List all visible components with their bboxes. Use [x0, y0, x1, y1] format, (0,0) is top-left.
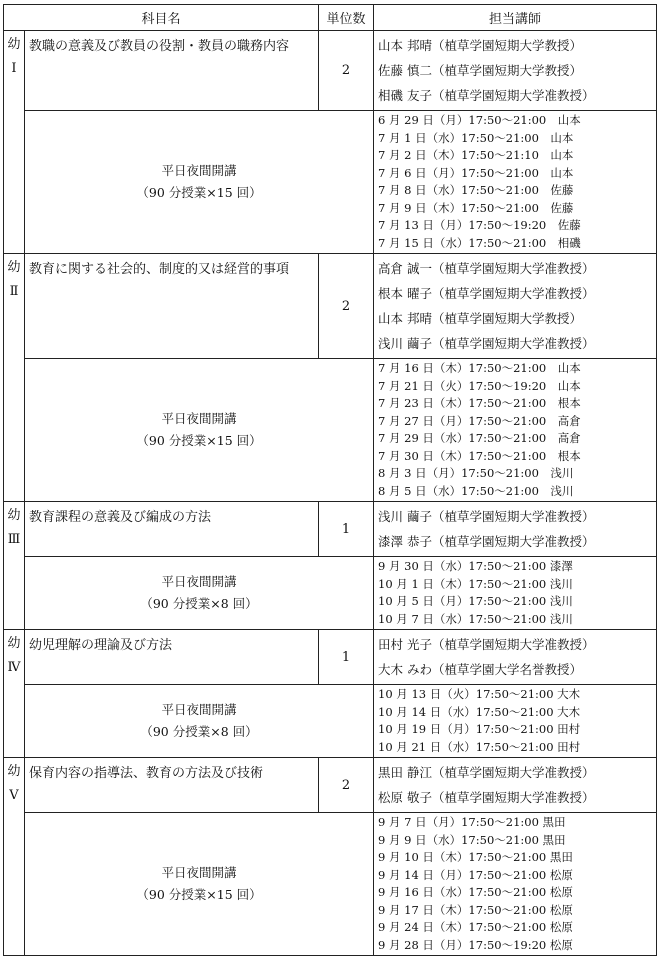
- session-date: 10 月 13 日（火）17:50～21:00 大木: [378, 687, 581, 701]
- course-session-row: [4, 111, 657, 254]
- course-row: [4, 254, 657, 359]
- instructor-entry: 浅川 繭子（植草学園短期大学准教授）: [378, 336, 595, 351]
- course-subject: 保育内容の指導法、教育の方法及び技術: [25, 758, 319, 813]
- course-format-line: 平日夜間開講: [161, 865, 237, 880]
- course-code-part: 幼: [7, 508, 21, 523]
- course-format-line: 平日夜間開講: [161, 163, 237, 178]
- course-code: [4, 31, 25, 254]
- course-row: [4, 758, 657, 813]
- session-date: 10 月 19 日（月）17:50～21:00 田村: [378, 722, 581, 736]
- session-date: 7 月 29 日（水）17:50～21:00 高倉: [378, 431, 581, 445]
- course-session-row: [4, 557, 657, 630]
- session-date: 7 月 21 日（火）17:50～19:20 山本: [378, 378, 581, 393]
- session-date: 8 月 5 日（水）17:50～21:00 浅川: [378, 483, 574, 498]
- session-date: 8 月 3 日（月）17:50～21:00 浅川: [378, 466, 574, 480]
- header-subject: 科目名: [4, 5, 319, 31]
- session-date: 9 月 16 日（水）17:50～21:00 松原: [378, 885, 573, 899]
- header-instructor: 担当講師: [374, 5, 657, 31]
- course-code-part: Ⅲ: [7, 532, 21, 547]
- course-code: [4, 630, 25, 758]
- course-instructors: [374, 31, 657, 111]
- instructor-entry: 黒田 静江（植草学園短期大学准教授）: [378, 765, 595, 780]
- course-code: [4, 758, 25, 956]
- session-date: 7 月 13 日（月）17:50～19:20 佐藤: [378, 218, 581, 232]
- session-date: 9 月 30 日（水）17:50～21:00 漆澤: [378, 559, 573, 573]
- course-code-part: 幼: [7, 764, 21, 779]
- course-format-line: （90 分授業×15 回）: [136, 433, 262, 448]
- instructor-entry: 松原 敬子（植草学園短期大学准教授）: [378, 790, 595, 805]
- header-units: 単位数: [319, 5, 374, 31]
- session-date: 7 月 23 日（木）17:50～21:00 根本: [378, 396, 581, 410]
- course-code-part: 幼: [7, 636, 21, 651]
- course-code-part: Ⅳ: [7, 660, 21, 675]
- instructor-entry: 浅川 繭子（植草学園短期大学准教授）: [378, 509, 595, 524]
- course-code-part: 幼: [7, 260, 21, 275]
- session-date: 10 月 1 日（木）17:50～21:00 浅川: [378, 576, 573, 591]
- instructor-entry: 大木 みわ（植草学園大学名誉教授）: [378, 662, 582, 677]
- course-format-line: （90 分授業×15 回）: [136, 185, 262, 200]
- course-session-dates: [374, 111, 657, 254]
- session-date: 10 月 14 日（水）17:50～21:00 大木: [378, 704, 581, 719]
- session-date: 10 月 7 日（水）17:50～21:00 浅川: [378, 611, 573, 626]
- course-session-row: [4, 359, 657, 502]
- session-date: 9 月 7 日（月）17:50～21:00 黒田: [378, 815, 566, 829]
- session-date: 7 月 1 日（水）17:50～21:00 山本: [378, 130, 574, 145]
- course-session-dates: [374, 359, 657, 502]
- course-row: [4, 630, 657, 685]
- course-format: [25, 813, 374, 956]
- course-units: 2: [319, 254, 374, 359]
- session-date: 7 月 15 日（水）17:50～21:00 相磯: [378, 235, 581, 250]
- course-units: 2: [319, 758, 374, 813]
- session-date: 9 月 28 日（月）17:50～19:20 松原: [378, 937, 573, 952]
- session-date: 9 月 9 日（水）17:50～21:00 黒田: [378, 832, 566, 847]
- course-format-line: （90 分授業×15 回）: [136, 887, 262, 902]
- course-format-line: 平日夜間開講: [161, 574, 237, 589]
- course-format-line: 平日夜間開講: [161, 702, 237, 717]
- course-subject: 教育に関する社会的、制度的又は経営的事項: [25, 254, 319, 359]
- course-units: 1: [319, 630, 374, 685]
- session-date: 10 月 5 日（月）17:50～21:00 浅川: [378, 594, 573, 608]
- course-code-part: 幼: [7, 37, 21, 52]
- course-code: [4, 502, 25, 630]
- course-instructors: [374, 630, 657, 685]
- course-format: [25, 359, 374, 502]
- course-units: 2: [319, 31, 374, 111]
- session-date: 10 月 21 日（水）17:50～21:00 田村: [378, 739, 581, 754]
- instructor-entry: 佐藤 慎二（植草学園短期大学教授）: [378, 63, 582, 78]
- header-row: [4, 5, 657, 31]
- session-date: 7 月 2 日（木）17:50～21:10 山本: [378, 148, 574, 162]
- course-format-line: 平日夜間開講: [161, 411, 237, 426]
- session-date: 9 月 17 日（木）17:50～21:00 松原: [378, 902, 573, 917]
- course-schedule-table: [3, 4, 657, 956]
- course-row: [4, 31, 657, 111]
- course-code-part: Ⅰ: [11, 61, 17, 76]
- session-date: 7 月 16 日（木）17:50～21:00 山本: [378, 361, 581, 375]
- instructor-entry: 高倉 誠一（植草学園短期大学准教授）: [378, 261, 595, 276]
- course-subject: 教育課程の意義及び編成の方法: [25, 502, 319, 557]
- course-format: [25, 685, 374, 758]
- session-date: 7 月 8 日（水）17:50～21:00 佐藤: [378, 183, 574, 197]
- course-session-dates: [374, 557, 657, 630]
- course-code-part: Ⅱ: [9, 284, 19, 299]
- session-date: 9 月 10 日（木）17:50～21:00 黒田: [378, 850, 573, 864]
- course-format-line: （90 分授業×8 回）: [140, 596, 258, 611]
- course-instructors: [374, 502, 657, 557]
- course-session-row: [4, 813, 657, 956]
- instructor-entry: 根本 曜子（植草学園短期大学准教授）: [378, 286, 595, 301]
- course-instructors: [374, 254, 657, 359]
- session-date: 7 月 6 日（月）17:50～21:00 山本: [378, 165, 574, 180]
- course-format: [25, 111, 374, 254]
- instructor-entry: 山本 邦晴（植草学園短期大学教授）: [378, 311, 582, 326]
- instructor-entry: 田村 光子（植草学園短期大学准教授）: [378, 637, 595, 652]
- course-format-line: （90 分授業×8 回）: [140, 724, 258, 739]
- session-date: 9 月 24 日（木）17:50～21:00 松原: [378, 920, 573, 934]
- course-subject: 教職の意義及び教員の役割・教員の職務内容: [25, 31, 319, 111]
- instructor-entry: 相磯 友子（植草学園短期大学准教授）: [378, 88, 595, 103]
- session-date: 7 月 9 日（木）17:50～21:00 佐藤: [378, 200, 574, 215]
- course-instructors: [374, 758, 657, 813]
- course-code-part: Ⅴ: [9, 788, 19, 803]
- instructor-entry: 漆澤 恭子（植草学園短期大学准教授）: [378, 534, 595, 549]
- course-row: [4, 502, 657, 557]
- session-date: 6 月 29 日（月）17:50～21:00 山本: [378, 113, 581, 127]
- course-session-dates: [374, 813, 657, 956]
- instructor-entry: 山本 邦晴（植草学園短期大学教授）: [378, 38, 582, 53]
- course-units: 1: [319, 502, 374, 557]
- course-code: [4, 254, 25, 502]
- session-date: 7 月 27 日（月）17:50～21:00 高倉: [378, 413, 581, 428]
- course-session-dates: [374, 685, 657, 758]
- course-format: [25, 557, 374, 630]
- session-date: 9 月 14 日（月）17:50～21:00 松原: [378, 867, 573, 882]
- session-date: 7 月 30 日（木）17:50～21:00 根本: [378, 448, 581, 463]
- course-session-row: [4, 685, 657, 758]
- course-subject: 幼児理解の理論及び方法: [25, 630, 319, 685]
